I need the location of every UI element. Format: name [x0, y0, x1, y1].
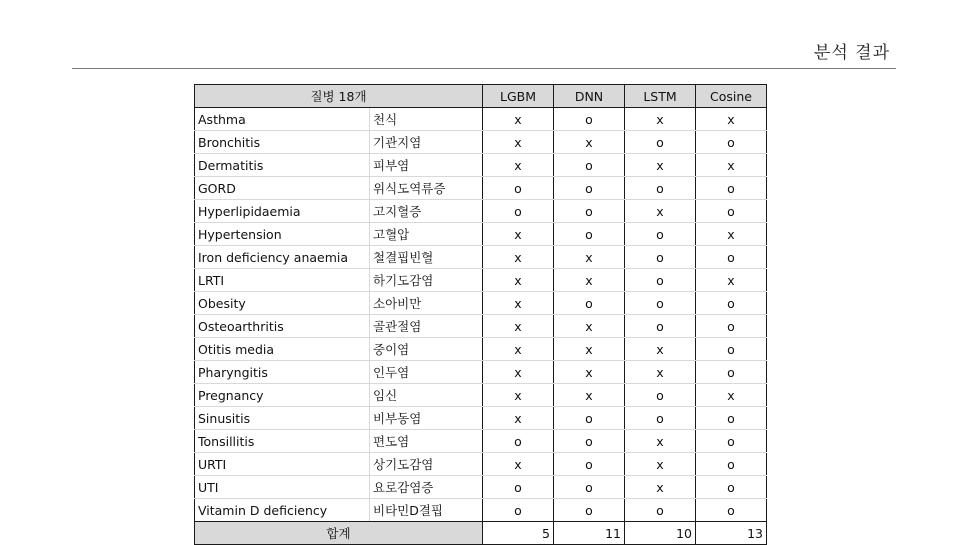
disease-name-en: Iron deficiency anaemia	[195, 246, 370, 269]
disease-name-ko: 임신	[370, 384, 483, 407]
disease-name-ko: 편도염	[370, 430, 483, 453]
table-row	[195, 384, 767, 407]
result-lgbm: x	[483, 453, 554, 476]
result-lstm: o	[625, 246, 696, 269]
result-cosine: o	[696, 246, 767, 269]
result-cosine: o	[696, 315, 767, 338]
model-header-cosine: Cosine	[696, 85, 767, 108]
result-dnn: o	[554, 177, 625, 200]
model-header-dnn: DNN	[554, 85, 625, 108]
model-header-lgbm: LGBM	[483, 85, 554, 108]
table-row	[195, 476, 767, 499]
result-lgbm: x	[483, 108, 554, 131]
table-row	[195, 430, 767, 453]
result-cosine: o	[696, 476, 767, 499]
disease-name-ko: 고혈압	[370, 223, 483, 246]
result-dnn: o	[554, 407, 625, 430]
result-lgbm: o	[483, 499, 554, 522]
result-lgbm: x	[483, 315, 554, 338]
result-lgbm: o	[483, 476, 554, 499]
result-dnn: o	[554, 499, 625, 522]
disease-name-ko: 비부동염	[370, 407, 483, 430]
disease-name-ko: 천식	[370, 108, 483, 131]
result-lstm: o	[625, 177, 696, 200]
table-row	[195, 292, 767, 315]
result-cosine: o	[696, 292, 767, 315]
result-dnn: o	[554, 430, 625, 453]
result-dnn: x	[554, 131, 625, 154]
result-dnn: x	[554, 269, 625, 292]
total-cosine: 13	[696, 522, 767, 545]
result-dnn: o	[554, 223, 625, 246]
disease-name-en: Osteoarthritis	[195, 315, 370, 338]
disease-name-en: GORD	[195, 177, 370, 200]
result-lgbm: x	[483, 384, 554, 407]
result-lgbm: o	[483, 200, 554, 223]
result-lgbm: x	[483, 407, 554, 430]
result-dnn: x	[554, 246, 625, 269]
disease-name-en: Hypertension	[195, 223, 370, 246]
result-lgbm: x	[483, 223, 554, 246]
disease-name-en: Obesity	[195, 292, 370, 315]
results-table	[194, 84, 767, 545]
disease-name-ko: 하기도감염	[370, 269, 483, 292]
result-lstm: o	[625, 384, 696, 407]
table-row	[195, 200, 767, 223]
table-row	[195, 269, 767, 292]
result-lgbm: x	[483, 269, 554, 292]
result-dnn: o	[554, 292, 625, 315]
result-cosine: o	[696, 499, 767, 522]
result-cosine: o	[696, 430, 767, 453]
result-cosine: o	[696, 200, 767, 223]
result-dnn: o	[554, 154, 625, 177]
result-cosine: o	[696, 338, 767, 361]
result-lgbm: o	[483, 177, 554, 200]
result-lstm: x	[625, 338, 696, 361]
result-cosine: x	[696, 269, 767, 292]
result-cosine: o	[696, 177, 767, 200]
result-dnn: o	[554, 476, 625, 499]
result-lgbm: o	[483, 430, 554, 453]
table-row	[195, 315, 767, 338]
disease-name-en: Pregnancy	[195, 384, 370, 407]
disease-name-en: Dermatitis	[195, 154, 370, 177]
result-lstm: x	[625, 430, 696, 453]
disease-name-ko: 비타민D결핍	[370, 499, 483, 522]
table-row	[195, 338, 767, 361]
result-lstm: x	[625, 154, 696, 177]
disease-name-en: Asthma	[195, 108, 370, 131]
result-lstm: o	[625, 223, 696, 246]
table-body	[195, 108, 767, 522]
result-lstm: x	[625, 200, 696, 223]
result-cosine: o	[696, 361, 767, 384]
result-lgbm: x	[483, 154, 554, 177]
disease-name-ko: 골관절염	[370, 315, 483, 338]
result-dnn: o	[554, 200, 625, 223]
table-row	[195, 223, 767, 246]
table-row	[195, 361, 767, 384]
disease-name-ko: 고지혈증	[370, 200, 483, 223]
result-dnn: x	[554, 384, 625, 407]
title-divider	[72, 68, 896, 69]
total-lstm: 10	[625, 522, 696, 545]
result-lgbm: x	[483, 361, 554, 384]
slide-title: 분석 결과	[813, 43, 890, 63]
disease-name-en: Pharyngitis	[195, 361, 370, 384]
disease-name-ko: 피부염	[370, 154, 483, 177]
result-dnn: o	[554, 453, 625, 476]
result-lgbm: x	[483, 338, 554, 361]
result-lstm: o	[625, 315, 696, 338]
result-lgbm: x	[483, 131, 554, 154]
total-label: 합계	[195, 522, 483, 545]
table-row	[195, 177, 767, 200]
disease-name-ko: 중이염	[370, 338, 483, 361]
result-cosine: o	[696, 407, 767, 430]
result-lstm: o	[625, 407, 696, 430]
disease-name-en: Vitamin D deficiency	[195, 499, 370, 522]
result-cosine: o	[696, 131, 767, 154]
table-row	[195, 131, 767, 154]
total-dnn: 11	[554, 522, 625, 545]
header-row	[195, 85, 767, 108]
disease-group-header: 질병 18개	[195, 85, 483, 108]
result-lgbm: x	[483, 246, 554, 269]
result-lgbm: x	[483, 292, 554, 315]
result-cosine: x	[696, 384, 767, 407]
result-lstm: o	[625, 499, 696, 522]
result-lstm: o	[625, 131, 696, 154]
result-lstm: x	[625, 108, 696, 131]
disease-name-en: Hyperlipidaemia	[195, 200, 370, 223]
disease-name-ko: 기관지염	[370, 131, 483, 154]
result-cosine: o	[696, 453, 767, 476]
disease-name-en: Tonsillitis	[195, 430, 370, 453]
total-lgbm: 5	[483, 522, 554, 545]
disease-name-ko: 위식도역류증	[370, 177, 483, 200]
table-row	[195, 154, 767, 177]
disease-name-en: Sinusitis	[195, 407, 370, 430]
result-lstm: x	[625, 476, 696, 499]
disease-name-en: Otitis media	[195, 338, 370, 361]
result-dnn: x	[554, 338, 625, 361]
table-row	[195, 453, 767, 476]
result-lstm: x	[625, 361, 696, 384]
disease-name-en: LRTI	[195, 269, 370, 292]
result-cosine: x	[696, 154, 767, 177]
result-dnn: o	[554, 108, 625, 131]
disease-name-ko: 인두염	[370, 361, 483, 384]
result-cosine: x	[696, 108, 767, 131]
result-lstm: o	[625, 292, 696, 315]
table-row	[195, 246, 767, 269]
table-row	[195, 499, 767, 522]
result-dnn: x	[554, 361, 625, 384]
result-dnn: x	[554, 315, 625, 338]
table-row	[195, 108, 767, 131]
model-header-lstm: LSTM	[625, 85, 696, 108]
table-row	[195, 407, 767, 430]
total-row	[195, 522, 767, 545]
disease-name-ko: 상기도감염	[370, 453, 483, 476]
result-lstm: x	[625, 453, 696, 476]
disease-name-en: URTI	[195, 453, 370, 476]
result-lstm: o	[625, 269, 696, 292]
disease-name-ko: 소아비만	[370, 292, 483, 315]
disease-name-en: UTI	[195, 476, 370, 499]
disease-name-ko: 철결핍빈혈	[370, 246, 483, 269]
result-cosine: x	[696, 223, 767, 246]
disease-name-en: Bronchitis	[195, 131, 370, 154]
disease-name-ko: 요로감염증	[370, 476, 483, 499]
